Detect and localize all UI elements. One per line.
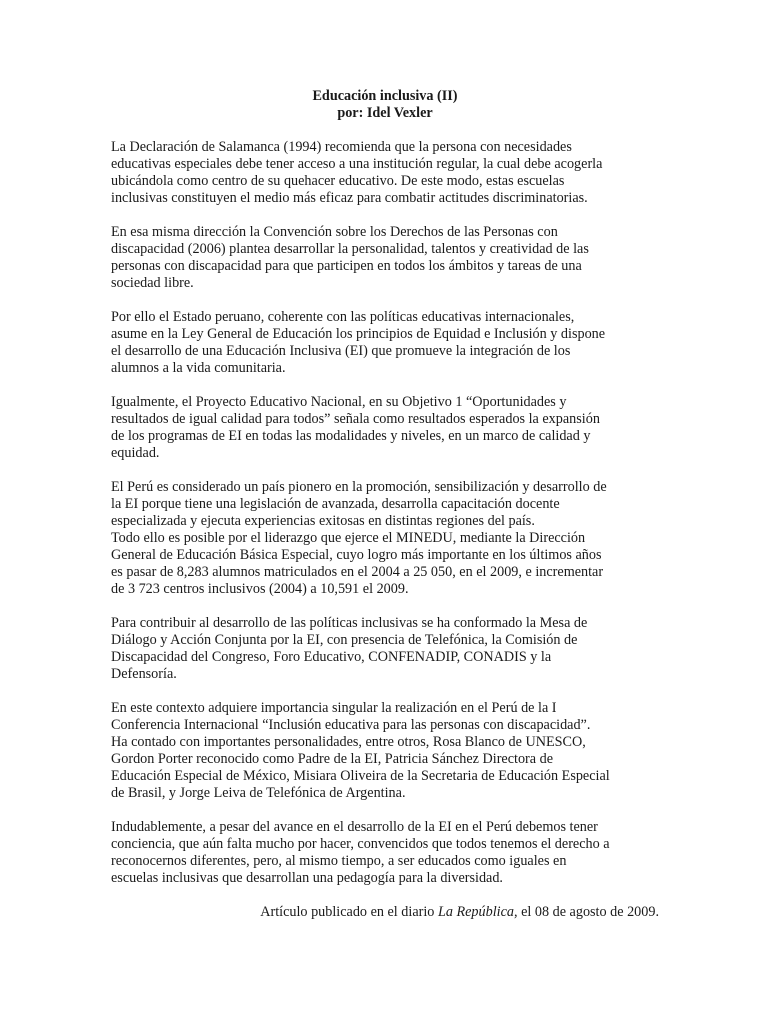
paragraph <box>111 394 659 462</box>
paragraph-line: En esa misma dirección la Convención sobre los Derechos de las Personas con <box>111 224 558 240</box>
paragraph-line: sociedad libre. <box>111 275 194 291</box>
credit-newspaper: La República <box>437 904 514 920</box>
paragraph-line: personas con discapacidad para que participen en todos los ámbitos y tareas de una <box>111 258 582 274</box>
paragraph-line: Por ello el Estado peruano, coherente con las políticas educativas internacionales, <box>111 309 575 325</box>
document-title: Educación inclusiva (II) <box>312 88 458 104</box>
paragraph-line: Defensoría. <box>111 666 177 682</box>
paragraph-line: asume en la Ley General de Educación los principios de Equidad e Inclusión y dispone <box>111 326 606 342</box>
paragraph-line: resultados de igual calidad para todos” señala como resultados esperados la expansión <box>111 411 600 427</box>
paragraph-line: General de Educación Básica Especial, cuyo logro más importante en los últimos años <box>111 547 602 563</box>
paragraph <box>111 139 659 207</box>
paragraph-line: discapacidad (2006) plantea desarrollar la personalidad, talentos y creatividad de las <box>111 241 589 257</box>
document-byline: por: Idel Vexler <box>337 105 433 121</box>
paragraph <box>111 224 659 292</box>
article-credit <box>111 904 659 921</box>
document-body <box>111 139 659 887</box>
paragraph-line: inclusivas constituyen el medio más eficaz para combatir actitudes discriminatorias. <box>111 190 588 206</box>
paragraph-line: reconocernos diferentes, pero, al mismo tiempo, a ser educados como iguales en <box>111 853 567 869</box>
paragraph-line: Educación Especial de México, Misiara Oliveira de la Secretaria de Educación Especial <box>111 768 610 784</box>
paragraph-line: En este contexto adquiere importancia singular la realización en el Perú de la I <box>111 700 557 716</box>
paragraph-line: Para contribuir al desarrollo de las políticas inclusivas se ha conformado la Mesa de <box>111 615 588 631</box>
paragraph <box>111 700 659 802</box>
paragraph-line: Gordon Porter reconocido como Padre de la EI, Patricia Sánchez Directora de <box>111 751 554 767</box>
paragraph-line: escuelas inclusivas que desarrollan una pedagogía para la diversidad. <box>111 870 503 886</box>
paragraph-line: la EI porque tiene una legislación de avanzada, desarrolla capacitación docente <box>111 496 560 512</box>
paragraph-line: Indudablemente, a pesar del avance en el desarrollo de la EI en el Perú debemos tener <box>111 819 598 835</box>
paragraph <box>111 479 659 598</box>
paragraph-line: Todo ello es posible por el liderazgo que ejerce el MINEDU, mediante la Dirección <box>111 530 586 546</box>
paragraph-line: Conferencia Internacional “Inclusión educativa para las personas con discapacidad”. <box>111 717 591 733</box>
paragraph-line: conciencia, que aún falta mucho por hacer, convencidos que todos tenemos el derecho a <box>111 836 610 852</box>
paragraph-line: es pasar de 8,283 alumnos matriculados en el 2004 a 25 050, en el 2009, e incrementar <box>111 564 604 580</box>
credit-prefix: Artículo publicado en el diario <box>260 904 438 920</box>
paragraph-line: de los programas de EI en todas las modalidades y niveles, en un marco de calidad y <box>111 428 591 444</box>
title-block <box>111 88 659 122</box>
paragraph-line: de Brasil, y Jorge Leiva de Telefónica de Argentina. <box>111 785 406 801</box>
paragraph <box>111 615 659 683</box>
paragraph-line: Igualmente, el Proyecto Educativo Nacional, en su Objetivo 1 “Oportunidades y <box>111 394 567 410</box>
document-page <box>111 88 659 921</box>
paragraph <box>111 309 659 377</box>
paragraph-line: educativas especiales debe tener acceso a una institución regular, la cual debe acogerla <box>111 156 603 172</box>
paragraph-line: Discapacidad del Congreso, Foro Educativo, CONFENADIP, CONADIS y la <box>111 649 552 665</box>
credit-suffix: , el 08 de agosto de 2009. <box>514 904 659 920</box>
paragraph-line: Ha contado con importantes personalidades, entre otros, Rosa Blanco de UNESCO, <box>111 734 586 750</box>
paragraph-line: equidad. <box>111 445 160 461</box>
paragraph <box>111 819 659 887</box>
paragraph-line: especializada y ejecuta experiencias exitosas en distintas regiones del país. <box>111 513 535 529</box>
paragraph-line: alumnos a la vida comunitaria. <box>111 360 286 376</box>
paragraph-line: el desarrollo de una Educación Inclusiva (EI) que promueve la integración de los <box>111 343 571 359</box>
paragraph-line: La Declaración de Salamanca (1994) recomienda que la persona con necesidades <box>111 139 572 155</box>
paragraph-line: ubicándola como centro de su quehacer educativo. De este modo, estas escuelas <box>111 173 565 189</box>
paragraph-line: El Perú es considerado un país pionero en la promoción, sensibilización y desarrollo de <box>111 479 607 495</box>
paragraph-line: de 3 723 centros inclusivos (2004) a 10,591 el 2009. <box>111 581 409 597</box>
paragraph-line: Diálogo y Acción Conjunta por la EI, con presencia de Telefónica, la Comisión de <box>111 632 578 648</box>
